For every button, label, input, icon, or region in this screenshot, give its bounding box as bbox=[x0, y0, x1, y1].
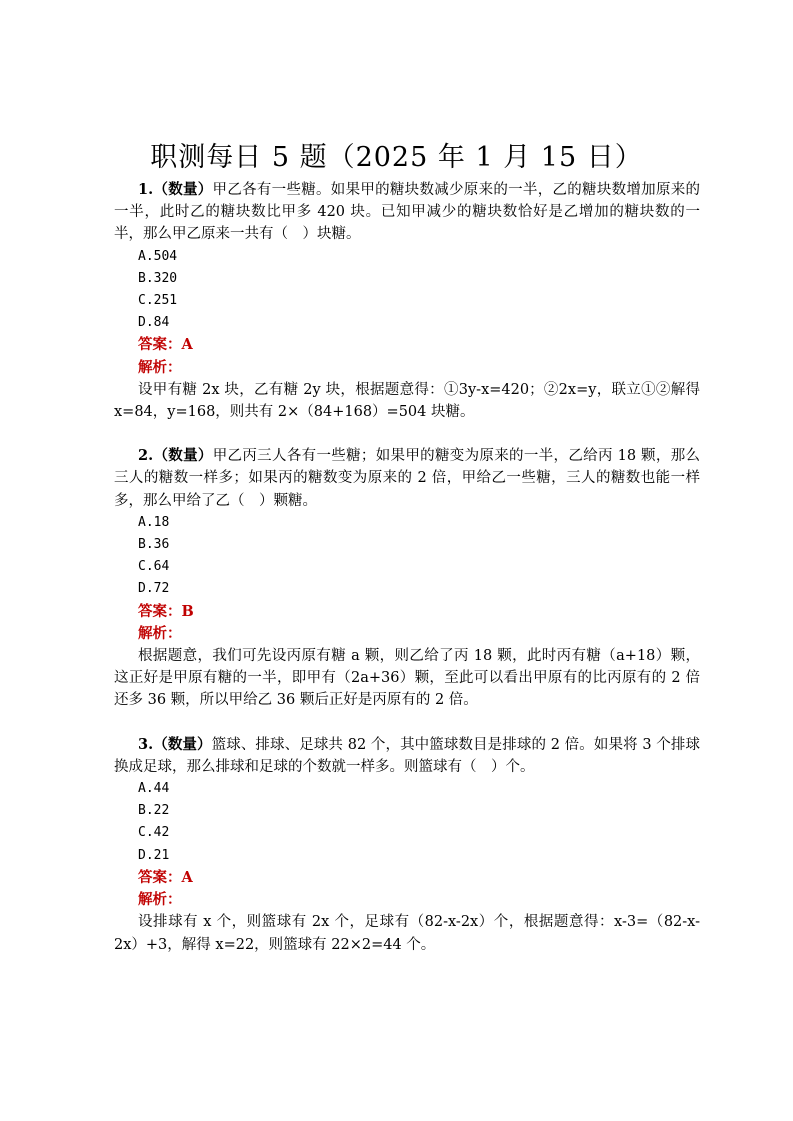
option-c: C.64 bbox=[138, 559, 170, 575]
option-b: B.320 bbox=[138, 270, 178, 286]
question-stem bbox=[114, 179, 700, 246]
question-type: （数量） bbox=[153, 447, 213, 465]
option-a: A.44 bbox=[138, 781, 170, 797]
question-2 bbox=[114, 445, 700, 711]
question-type: （数量） bbox=[153, 181, 213, 198]
question-number: 1. bbox=[138, 181, 154, 198]
option-d: D.21 bbox=[138, 847, 170, 863]
option-c: C.42 bbox=[138, 825, 170, 841]
option-b: B.36 bbox=[138, 537, 170, 553]
spacer bbox=[114, 712, 700, 734]
question-text: 篮球、排球、足球共 82 个，其中篮球数目是排球的 2 倍。如果将 3 个排球换成足球，那么排球和足球的个数就一样多。则篮球有（ ）个。 bbox=[114, 736, 701, 775]
spacer bbox=[114, 423, 700, 445]
question-number: 3. bbox=[138, 735, 154, 753]
analysis-label: 解析： bbox=[138, 358, 182, 376]
option-d: D.84 bbox=[138, 315, 170, 331]
analysis-text: 设排球有 x 个，则篮球有 2x 个，足球有（82-x-2x）个，根据题意得：x-3=（82-x-2x）+3，解得 x=22，则篮球有 22×2=44 个。 bbox=[114, 914, 700, 953]
option-c: C.251 bbox=[138, 293, 178, 309]
analysis-label: 解析： bbox=[138, 624, 182, 642]
answer: 答案：A bbox=[138, 868, 193, 886]
option-d: D.72 bbox=[138, 581, 170, 597]
question-list bbox=[114, 179, 700, 956]
question-number: 2. bbox=[138, 447, 154, 465]
question-3 bbox=[114, 734, 700, 956]
answer: 答案：A bbox=[138, 336, 193, 354]
answer: 答案：B bbox=[138, 602, 194, 620]
option-a: A.18 bbox=[138, 514, 170, 530]
analysis-text: 根据题意，我们可先设丙原有糖 a 颗，则乙给了丙 18 颗，此时丙有糖（a+18）颗，这正好是甲原有糖的一半，即甲有（2a+36）颗，至此可以看出甲原有的比丙原有的 2 倍还多 36 颗，所以甲给乙 36 颗后正好是丙原有的 2 倍。 bbox=[114, 648, 700, 709]
question-text: 甲乙丙三人各有一些糖；如果甲的糖变为原来的一半，乙给丙 18 颗，那么三人的糖数一样多；如果丙的糖数变为原来的 2 倍，甲给乙一些糖，三人的糖数也能一样多，那么甲给了乙（ ）颗糖。 bbox=[114, 448, 701, 509]
question-stem bbox=[114, 734, 700, 778]
analysis-text: 设甲有糖 2x 块，乙有糖 2y 块，根据题意得：①3y-x=420；②2x=y，联立①②解得 x=84，y=168，则共有 2×（84+168）=504 块糖。 bbox=[114, 381, 700, 421]
question-stem bbox=[114, 445, 700, 512]
question-type: （数量） bbox=[153, 735, 212, 753]
analysis-label: 解析： bbox=[138, 891, 182, 909]
option-b: B.22 bbox=[138, 803, 170, 819]
option-a: A.504 bbox=[138, 248, 178, 264]
question-text: 甲乙各有一些糖。如果甲的糖块数减少原来的一半，乙的糖块数增加原来的一半，此时乙的糖块数比甲多 420 块。已知甲减少的糖块数恰好是乙增加的糖块数的一半，那么甲乙原来一共有（ ）块糖。 bbox=[114, 182, 701, 243]
question-1 bbox=[114, 179, 700, 423]
page-title: 职测每日 5 题（2025 年 1 月 15 日） bbox=[150, 142, 643, 173]
